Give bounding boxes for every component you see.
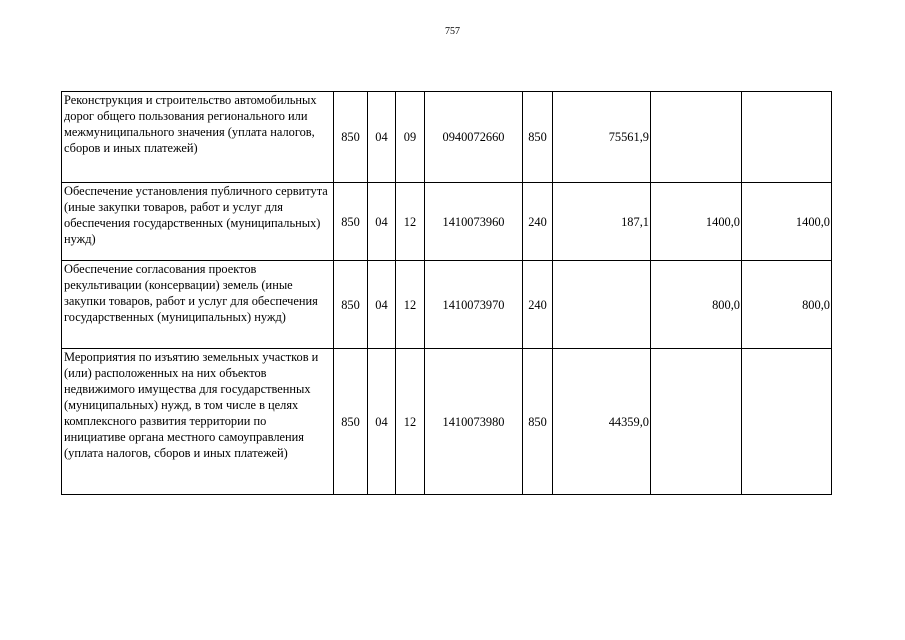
amount-year1: 44359,0	[553, 349, 651, 495]
ministry-code: 850	[334, 261, 368, 349]
section-code: 04	[368, 92, 396, 183]
amount-year3: 1400,0	[742, 183, 832, 261]
table-row	[62, 261, 832, 349]
section-code: 04	[368, 261, 396, 349]
table-row	[62, 349, 832, 495]
target-article-code: 1410073960	[425, 183, 523, 261]
subsection-code: 12	[396, 183, 425, 261]
row-description: Обеспечение согласования проектов рекультивации (консервации) земель (иные закупки товаров, работ и услуг для обеспечения государственных (муниципальных) нужд)	[62, 261, 334, 349]
amount-year1: 75561,9	[553, 92, 651, 183]
ministry-code: 850	[334, 349, 368, 495]
section-code: 04	[368, 349, 396, 495]
budget-table	[61, 91, 832, 495]
target-article-code: 1410073970	[425, 261, 523, 349]
ministry-code: 850	[334, 183, 368, 261]
section-code: 04	[368, 183, 396, 261]
expense-type-code: 240	[523, 183, 553, 261]
ministry-code: 850	[334, 92, 368, 183]
amount-year3: 800,0	[742, 261, 832, 349]
target-article-code: 0940072660	[425, 92, 523, 183]
expense-type-code: 240	[523, 261, 553, 349]
expense-type-code: 850	[523, 92, 553, 183]
expense-type-code: 850	[523, 349, 553, 495]
subsection-code: 12	[396, 261, 425, 349]
amount-year2: 1400,0	[651, 183, 742, 261]
target-article-code: 1410073980	[425, 349, 523, 495]
page-number: 757	[445, 26, 460, 37]
amount-year2: 800,0	[651, 261, 742, 349]
row-description: Обеспечение установления публичного сервитута (иные закупки товаров, работ и услуг для обеспечения государственных (муниципальных) нужд)	[62, 183, 334, 261]
subsection-code: 12	[396, 349, 425, 495]
amount-year1: 187,1	[553, 183, 651, 261]
table-row	[62, 92, 832, 183]
row-description: Реконструкция и строительство автомобильных дорог общего пользования регионального или межмуниципального значения (уплата налогов, сборов и иных платежей)	[62, 92, 334, 183]
amount-year1	[553, 261, 651, 349]
amount-year3	[742, 92, 832, 183]
table-row	[62, 183, 832, 261]
amount-year2	[651, 349, 742, 495]
subsection-code: 09	[396, 92, 425, 183]
amount-year2	[651, 92, 742, 183]
row-description: Мероприятия по изъятию земельных участков и (или) расположенных на них объектов недвижимого имущества для государственных (муниципальных) нужд, в том числе в целях комплексного развития территории по инициативе органа местного самоуправления (уплата налогов, сборов и иных платежей)	[62, 349, 334, 495]
amount-year3	[742, 349, 832, 495]
